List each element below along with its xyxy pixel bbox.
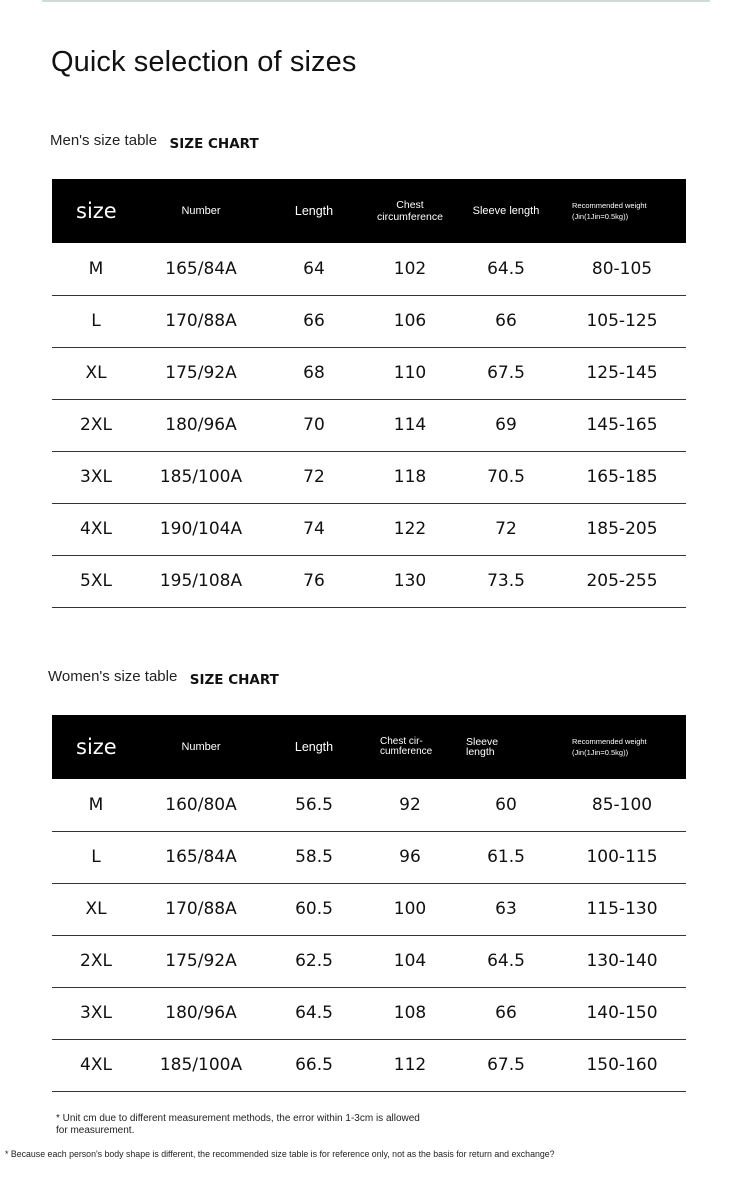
measurement-note-line2: for measurement. — [56, 1125, 135, 1136]
cell-number: 190/104A — [159, 519, 243, 539]
cell-sleeve: 61.5 — [487, 847, 525, 867]
cell-number: 185/100A — [159, 467, 243, 487]
cell-length: 58.5 — [295, 847, 333, 867]
cell-sleeve: 70.5 — [487, 467, 525, 487]
cell-sleeve: 64.5 — [487, 258, 525, 279]
cell-size: 2XL — [80, 415, 112, 435]
cell-length: 74 — [303, 519, 325, 539]
header-chest — [366, 715, 454, 779]
table-row — [52, 883, 686, 935]
cell-number: 165/84A — [165, 258, 237, 279]
cell-chest: 102 — [393, 258, 427, 279]
cell-chest: 130 — [393, 571, 427, 591]
header-sleeve-line1: Sleeve — [466, 736, 499, 748]
cell-chest: 118 — [393, 467, 427, 487]
cell-length: 64 — [303, 258, 325, 279]
cell-chest: 92 — [399, 794, 421, 815]
table-row — [52, 935, 686, 987]
table-row — [52, 779, 686, 831]
women-size-chart-badge: SIZE CHART — [189, 672, 279, 688]
cell-number: 180/96A — [165, 415, 237, 435]
header-sleeve: Sleeve length — [472, 205, 540, 217]
table-row — [52, 831, 686, 883]
cell-sleeve: 64.5 — [487, 951, 525, 971]
header-length: Length — [294, 740, 334, 754]
cell-size: M — [88, 258, 104, 279]
cell-size: XL — [85, 899, 107, 919]
cell-chest: 110 — [393, 363, 427, 383]
cell-weight: 130-140 — [586, 951, 658, 971]
cell-size: 3XL — [80, 467, 112, 487]
cell-number: 175/92A — [165, 363, 237, 383]
men-section-heading — [50, 132, 259, 152]
cell-chest: 104 — [393, 951, 427, 971]
cell-size: L — [91, 311, 101, 331]
table-row — [52, 987, 686, 1039]
header-weight-line1: Recommended weight — [572, 201, 647, 210]
table-header-row — [52, 715, 686, 779]
table-header-row — [52, 179, 686, 243]
cell-weight: 205-255 — [586, 571, 658, 591]
cell-sleeve: 67.5 — [487, 363, 525, 383]
table-row — [52, 1039, 686, 1091]
cell-size: 4XL — [80, 519, 112, 539]
cell-size: XL — [85, 363, 107, 383]
cell-chest: 96 — [399, 847, 421, 867]
cell-length: 66.5 — [295, 1055, 333, 1075]
cell-chest: 106 — [393, 311, 427, 331]
header-size: size — [76, 735, 117, 759]
cell-weight: 150-160 — [586, 1055, 658, 1075]
table-row — [52, 295, 686, 347]
cell-sleeve: 66 — [495, 311, 517, 331]
women-section-heading — [48, 668, 279, 688]
cell-sleeve: 60 — [495, 794, 517, 815]
cell-number: 185/100A — [159, 1055, 243, 1075]
header-weight — [558, 715, 686, 779]
cell-weight: 140-150 — [586, 1003, 658, 1023]
measurement-note — [56, 1113, 476, 1137]
body-shape-note: * Because each person's body shape is different, the recommended size table is for reference only, not as the basis for return and exchange? — [5, 1149, 555, 1159]
table-row — [52, 243, 686, 295]
cell-weight: 125-145 — [586, 363, 658, 383]
cell-sleeve: 63 — [495, 899, 517, 919]
cell-weight: 165-185 — [586, 467, 658, 487]
men-table-label: Men's size table — [50, 132, 158, 149]
cell-weight: 115-130 — [586, 899, 658, 919]
cell-weight: 105-125 — [586, 311, 658, 331]
table-row — [52, 555, 686, 607]
table-row — [52, 503, 686, 555]
measurement-note-line1: * Unit cm due to different measurement methods, the error within 1-3cm is allowed — [56, 1113, 420, 1124]
header-weight-line2: (Jin(1Jin=0.5kg)) — [572, 748, 629, 757]
cell-number: 180/96A — [165, 1003, 237, 1023]
cell-sleeve: 73.5 — [487, 571, 525, 591]
cell-chest: 100 — [393, 899, 427, 919]
table-row — [52, 399, 686, 451]
table-row — [52, 347, 686, 399]
cell-number: 170/88A — [165, 899, 237, 919]
cell-size: 3XL — [80, 1003, 112, 1023]
cell-sleeve: 66 — [495, 1003, 517, 1023]
header-weight-line2: (Jin(1Jin=0.5kg)) — [572, 212, 629, 221]
header-size: size — [76, 199, 117, 223]
cell-weight: 85-100 — [591, 794, 653, 815]
cell-weight: 185-205 — [586, 519, 658, 539]
cell-length: 64.5 — [295, 1003, 333, 1023]
cell-length: 66 — [303, 311, 325, 331]
header-number: Number — [181, 741, 221, 753]
cell-length: 68 — [303, 363, 325, 383]
page-title: Quick selection of sizes — [51, 46, 357, 78]
header-sleeve — [454, 715, 558, 779]
cell-number: 170/88A — [165, 311, 237, 331]
women-size-table — [52, 715, 686, 1092]
cell-size: M — [88, 794, 104, 815]
cell-size: 5XL — [80, 571, 112, 591]
header-chest-line1: Chest cir- — [380, 736, 423, 747]
cell-length: 76 — [303, 571, 325, 591]
cell-number: 195/108A — [159, 571, 243, 591]
cell-length: 62.5 — [295, 951, 333, 971]
cell-weight: 145-165 — [586, 415, 658, 435]
header-chest-line2: cumference — [380, 746, 433, 757]
cell-length: 60.5 — [295, 899, 333, 919]
cell-chest: 108 — [393, 1003, 427, 1023]
cell-size: 2XL — [80, 951, 112, 971]
cell-number: 175/92A — [165, 951, 237, 971]
header-weight — [558, 179, 686, 243]
cell-weight: 100-115 — [586, 847, 658, 867]
cell-size: 4XL — [80, 1055, 112, 1075]
women-table-label: Women's size table — [48, 668, 178, 685]
cell-chest: 122 — [393, 519, 427, 539]
table-row — [52, 451, 686, 503]
cell-sleeve: 69 — [495, 415, 517, 435]
cell-sleeve: 67.5 — [487, 1055, 525, 1075]
cell-chest: 114 — [393, 415, 427, 435]
cell-length: 70 — [303, 415, 325, 435]
cell-sleeve: 72 — [495, 519, 517, 539]
header-weight-line1: Recommended weight — [572, 737, 647, 746]
cell-chest: 112 — [393, 1055, 427, 1075]
cell-size: L — [91, 847, 101, 867]
header-number: Number — [181, 205, 221, 217]
header-length: Length — [294, 204, 334, 218]
header-sleeve-line2: length — [466, 746, 495, 758]
top-divider — [42, 0, 710, 2]
cell-number: 165/84A — [165, 847, 237, 867]
header-chest: Chest circumference — [377, 199, 443, 223]
cell-length: 72 — [303, 467, 325, 487]
men-size-table — [52, 179, 686, 608]
cell-number: 160/80A — [165, 794, 237, 815]
cell-length: 56.5 — [295, 794, 333, 815]
cell-weight: 80-105 — [591, 258, 653, 279]
men-size-chart-badge: SIZE CHART — [169, 136, 259, 152]
